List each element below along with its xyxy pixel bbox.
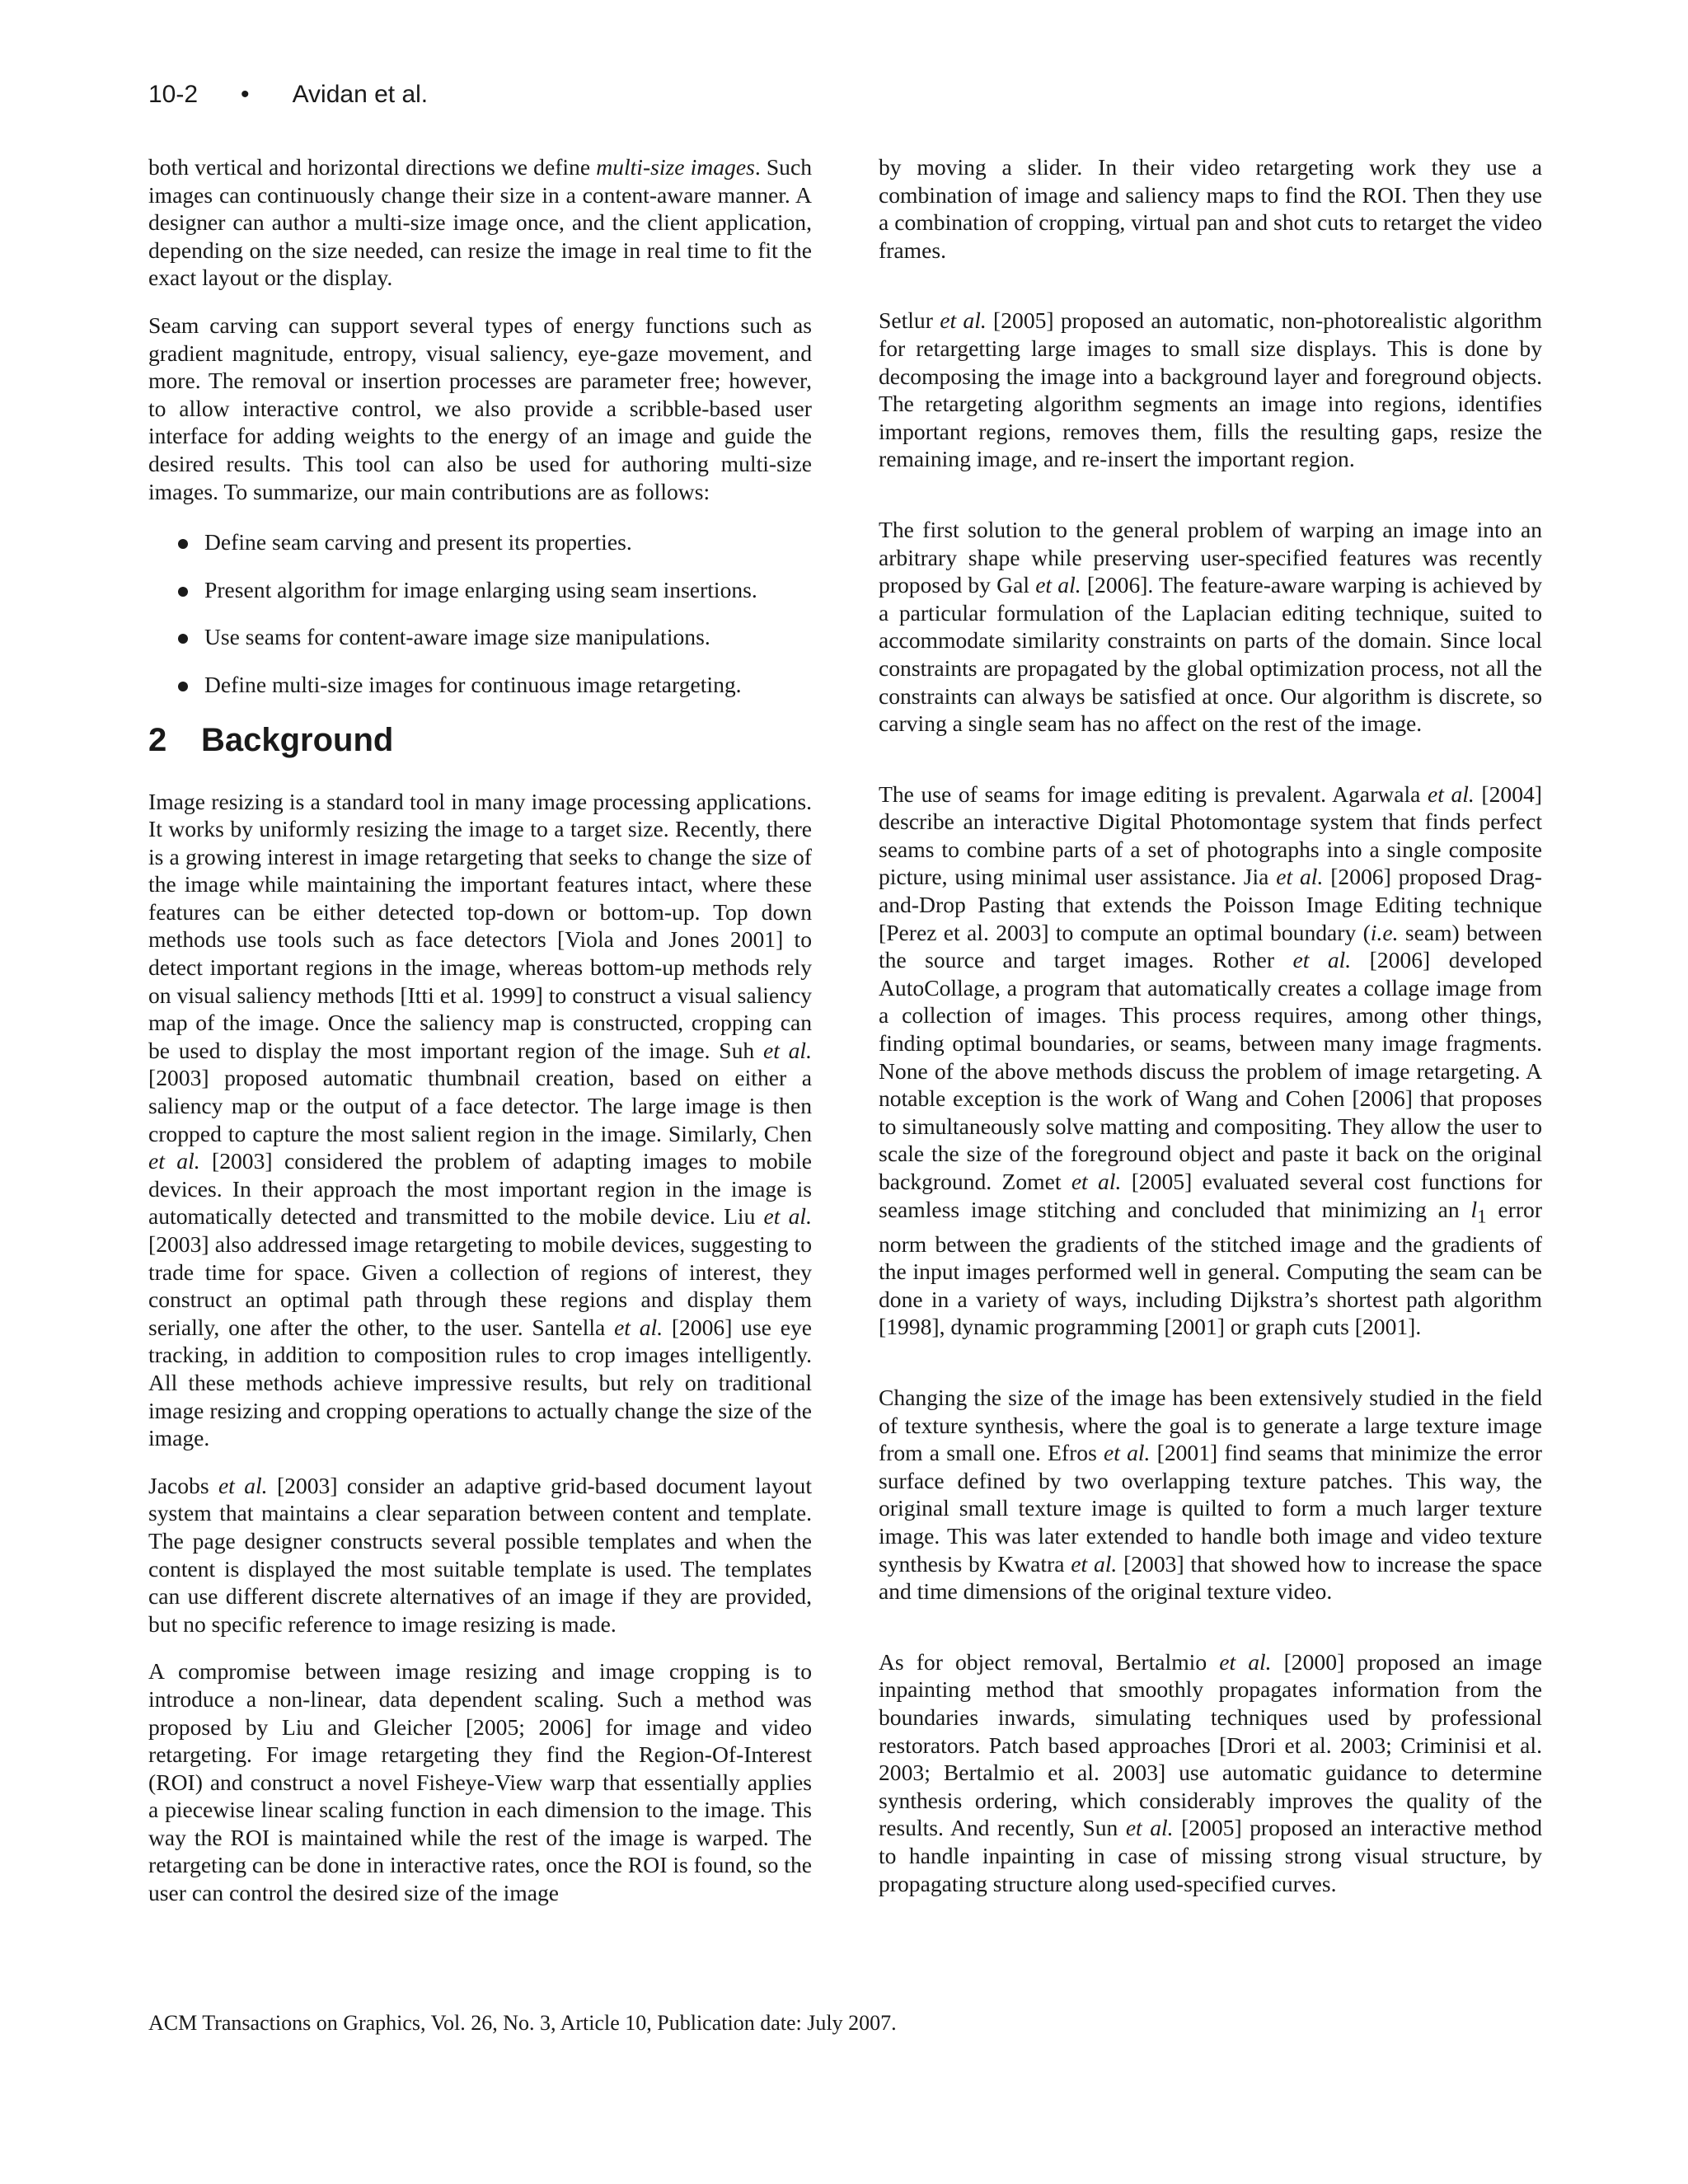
text-run: [2005] proposed an interactive method to handle inpainting in case of missing strong visual structure, by propagating structure along used-specified curves. [879,1815,1542,1896]
emphasis-term: multi-size images [596,154,755,180]
emphasis-term: et al. [1276,864,1324,890]
math-symbol: l [1470,1196,1478,1222]
bullet-icon [178,682,188,691]
list-item [148,671,812,699]
emphasis-term: et al. [1292,947,1352,973]
emphasis-term: et al. [148,1148,200,1174]
emphasis-term: et al. [1035,572,1081,598]
paragraph-seams-editing [879,780,1542,1341]
page-number: 10-2 [148,81,199,108]
running-header [148,81,428,109]
text-run: [2006] use eye tracking, in addition to composition rules to crop images intelligently. All these methods achieve impressive results, but rely on traditional image resizing and cropping operations to actually change the size of the image. [148,1314,812,1451]
text-run: Changing the size of the image has been extensively studied in the field of texture synthesis, where the goal is to generate a large texture image from a small one. Efros [879,1385,1542,1466]
text-run: The use of seams for image editing is prevalent. Agarwala [879,780,1428,807]
bullet-icon [178,539,188,549]
right-column [879,153,1542,1897]
emphasis-term: et al. [763,1203,812,1230]
emphasis-term: et al. [614,1314,663,1340]
text-run: [2004] describe an interactive Digital Photomontage system that finds perfect seams to combine parts of a set of photographs into a single composite picture, using minimal user assistance. Jia [879,780,1542,890]
bullet-icon [178,587,188,597]
text-run: both vertical and horizontal directions we define [148,154,597,180]
paragraph-jacobs [148,1472,812,1638]
list-item-text: Define multi-size images for continuous image retargeting. [204,671,742,697]
text-run: Image resizing is a standard tool in many image processing applications. It works by uniformly resizing the image to a target size. Recently, there is a growing interest in image retargeting that seeks to change the size of the image while maintaining the important features intact, where these features can be either detected top-down or bottom-up. Top down methods use tools such as face detectors [Viola and Jones 2001] to detect important regions in the image, whereas bottom-up methods rely on visual saliency methods [Itti et al. 1999] to construct a visual saliency map of the image. Once the saliency map is constructed, cropping can be used to display the most important region of the image. Suh [148,788,812,1063]
bullet-icon [178,634,188,644]
list-item-text: Present algorithm for image enlarging using seam insertions. [204,576,757,602]
text-run: [2003] proposed automatic thumbnail creation, based on either a saliency map or the output of a face detector. The large image is then cropped to capture the most salient region in the image. Similarly, Chen [148,1065,812,1146]
text-run: [2001] find seams that minimize the error surface defined by two overlapping texture patches. This way, the original small texture image is quilted to form a much larger texture image. This was later extended to handle both image and video texture synthesis by Kwatra [879,1440,1543,1577]
paragraph-texture-synthesis [879,1384,1542,1605]
footer-citation: ACM Transactions on Graphics, Vol. 26, No. 3, Article 10, Publication date: July 2007. [148,2011,897,2035]
text-run: [2000] proposed an image inpainting method that smoothly propagates information from the boundaries inwards, simulating techniques used by professional restorators. Patch based approaches [Drori et al. 2003; Criminisi et al. 2003; Bertalmio et al. 2003] use automatic guidance to determine synthesis ordering, which considerably improves the quality of the results. And recently, Sun [879,1648,1542,1841]
paragraph-energy-functions: Seam carving can support several types of energy functions such as gradient magnitude, entropy, visual saliency, eye-gaze movement, and more. The removal or insertion processes are parameter free; however, to allow interactive control, we also provide a scribble-based user interface for adding weights to the energy of an image and guide the desired results. This tool can also be used for authoring multi-size images. To summarize, our main contributions are as follows: [148,312,812,504]
emphasis-term: et al. [1125,1815,1174,1841]
text-run: [2006]. The feature-aware warping is achieved by a particular formulation of the Laplacian editing technique, suited to accommodate similarity constraints on parts of the domain. Since local constraints are propagated by the global optimization process, not all the constraints can always be satisfied at once. Our algorithm is discrete, so carving a single seam has no affect on the rest of the image. [879,572,1542,737]
emphasis-term: et al. [1071,1550,1118,1577]
text-run: [2003] that showed how to increase the space and time dimensions of the original texture video. [879,1550,1542,1605]
paragraph-setlur [879,307,1542,473]
header-separator: • [241,81,250,108]
list-item [148,623,812,651]
paragraph-slider: by moving a slider. In their video retargeting work they use a combination of image and saliency maps to find the ROI. Then they use a combination of cropping, virtual pan and shot cuts to retarget the video frames. [879,154,1542,263]
text-run: [2005] proposed an automatic, non-photorealistic algorithm for retargetting large images to small size displays. This is done by decomposing the image into a background layer and foreground objects. The retargeting algorithm segments an image into regions, identifies important regions, removes them, fills the resulting gaps, resize the remaining image, and re-insert the important region. [879,307,1542,472]
paragraph-warping [879,516,1542,738]
text-run: Setlur [879,307,940,334]
paragraph-image-resizing [148,788,812,1452]
text-run: [2003] also addressed image retargeting to mobile devices, suggesting to trade time for space. Given a collection of regions of interest, they construct an optimal path through these regions and display them serially, one after the other, to the user. Santella [148,1231,812,1340]
list-item [148,576,812,604]
emphasis-term: i.e. [1370,919,1399,945]
text-run: The first solution to the general problem of warping an image into an arbitrary shape while preserving user-specified features was recently proposed by Gal [879,516,1542,598]
list-item-text: Use seams for content-aware image size manipulations. [204,624,710,650]
text-run: [2005] evaluated several cost functions for seamless image stitching and concluded that minimizing an [879,1169,1542,1222]
emphasis-term: et al. [1219,1648,1272,1675]
header-authors: Avidan et al. [292,81,429,108]
text-run: [2003] consider an adaptive grid-based document layout system that maintains a clear separation between content and template. The page designer constructs several possible templates and when the content is displayed the most suitable template is used. The templates can use different discrete alternatives of an image if they are provided, but no specific reference to image resizing is made. [148,1472,812,1637]
paragraph-object-removal [879,1648,1542,1897]
paragraph-compromise: A compromise between image resizing and image cropping is to introduce a non-linear, data dependent scaling. Such a method was proposed by Liu and Gleicher [2005; 2006] for image and video retargeting. For image retargeting they find the Region-Of-Interest (ROI) and construct a novel Fisheye-View warp that essentially applies a piecewise linear scaling function in each dimension to the image. This way the ROI is maintained while the rest of the image is warped. The retargeting can be done in interactive rates, once the ROI is found, so the user can control the desired size of the image [148,1658,812,1906]
emphasis-term: et al. [1104,1440,1151,1466]
emphasis-term: et al. [940,307,987,334]
text-run: seam) between the source and target images. Rother [879,919,1542,973]
contributions-list [148,528,812,698]
text-run: Jacobs [148,1472,218,1498]
text-run: error norm between the gradients of the stitched image and the gradients of the input images performed well in general. Computing the seam can be done in a variety of ways, including Dijkstra’s shortest path algorithm [1998], dynamic programming [2001] or graph cuts [2001]. [879,1196,1543,1340]
emphasis-term: et al. [762,1037,812,1063]
list-item [148,528,812,556]
section-title: Background [201,721,394,758]
text-run: As for object removal, Bertalmio [879,1648,1220,1675]
emphasis-term: et al. [1427,780,1475,807]
text-run: [2003] considered the problem of adapting images to mobile devices. In their approach the most important region in the image is automatically detected and transmitted to the mobile device. Liu [148,1148,812,1230]
list-item-text: Define seam carving and present its properties. [204,529,632,555]
text-run: [2006] proposed Drag-and-Drop Pasting that extends the Poisson Image Editing technique [Perez et al. 2003] to compute an optimal boundary ( [879,864,1542,945]
paragraph-multi-size [148,153,812,292]
emphasis-term: et al. [1071,1169,1122,1194]
text-run: . Such images can continuously change their size in a content-aware manner. A designer can author a multi-size image once, and the client application, depending on the size needed, can resize the image in real time to fit the exact layout or the display. [148,154,813,291]
math-subscript: 1 [1477,1206,1487,1227]
section-number: 2 [148,721,167,758]
section-heading [148,720,812,760]
text-run: [2006] developed AutoCollage, a program that automatically creates a collage image from a collection of images. This process requires, among other things, finding optimal boundaries, or seams, between many image fragments. None of the above methods discuss the problem of image retargeting. A notable exception is the work of Wang and Cohen [2006] that proposes to simultaneously solve matting and compositing. They allow the user to scale the size of the foreground object and paste it back on the original background. Zomet [879,947,1542,1194]
left-column [148,153,812,1907]
emphasis-term: et al. [218,1472,268,1498]
